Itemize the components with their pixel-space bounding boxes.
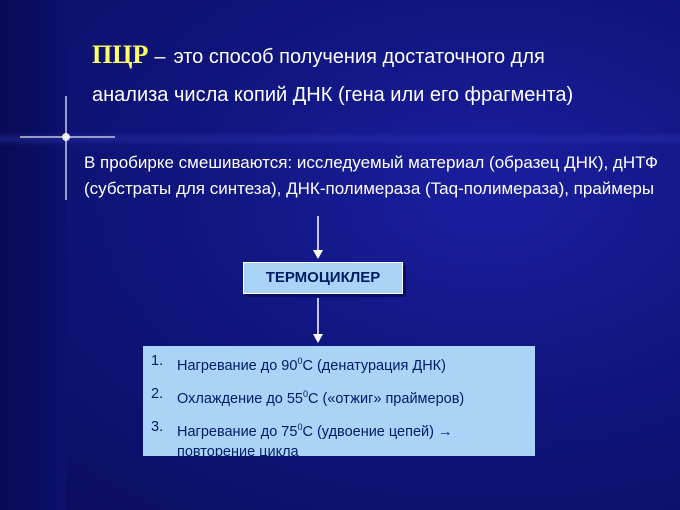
slide-title xyxy=(92,36,662,114)
step-text: Нагревание до $75^0С$ (удвоение цепей) → повторение цикла xyxy=(177,422,453,460)
thermocycler-box: ТЕРМОЦИКЛЕР xyxy=(243,262,403,294)
step-number: 1. xyxy=(151,353,164,369)
step-text: Нагревание до $90^0С$ (денатурация ДНК) xyxy=(177,356,446,374)
step-text: Охлаждение до $55^0С$ («отжиг» праймеров) xyxy=(177,389,465,407)
title-line-2: анализа числа копий ДНК (гена или его фрагмента) xyxy=(92,84,574,106)
horizontal-decor-band xyxy=(0,132,680,146)
down-arrow-icon xyxy=(310,216,326,260)
step-number: 3. xyxy=(151,419,164,435)
title-line-1: это способ получения достаточного для xyxy=(173,46,545,68)
cycle-steps-box xyxy=(143,346,535,460)
arrow-right-icon: → xyxy=(437,424,453,440)
title-dash: – xyxy=(154,46,166,68)
left-decor-band xyxy=(0,0,66,510)
mixture-description: В пробирке смешиваются: исследуемый материал (образец ДНК), дНТФ (субстраты для синтеза), ДНК-полимераза (Taq-полимераза), праймеры xyxy=(84,153,658,198)
step-number: 2. xyxy=(151,386,164,402)
step-item xyxy=(151,351,527,376)
step-continuation: повторение цикла xyxy=(177,444,299,460)
down-arrow-icon xyxy=(310,298,326,344)
step-item xyxy=(151,384,527,409)
step-item xyxy=(151,417,527,462)
title-abbreviation: ПЦР xyxy=(92,40,149,69)
